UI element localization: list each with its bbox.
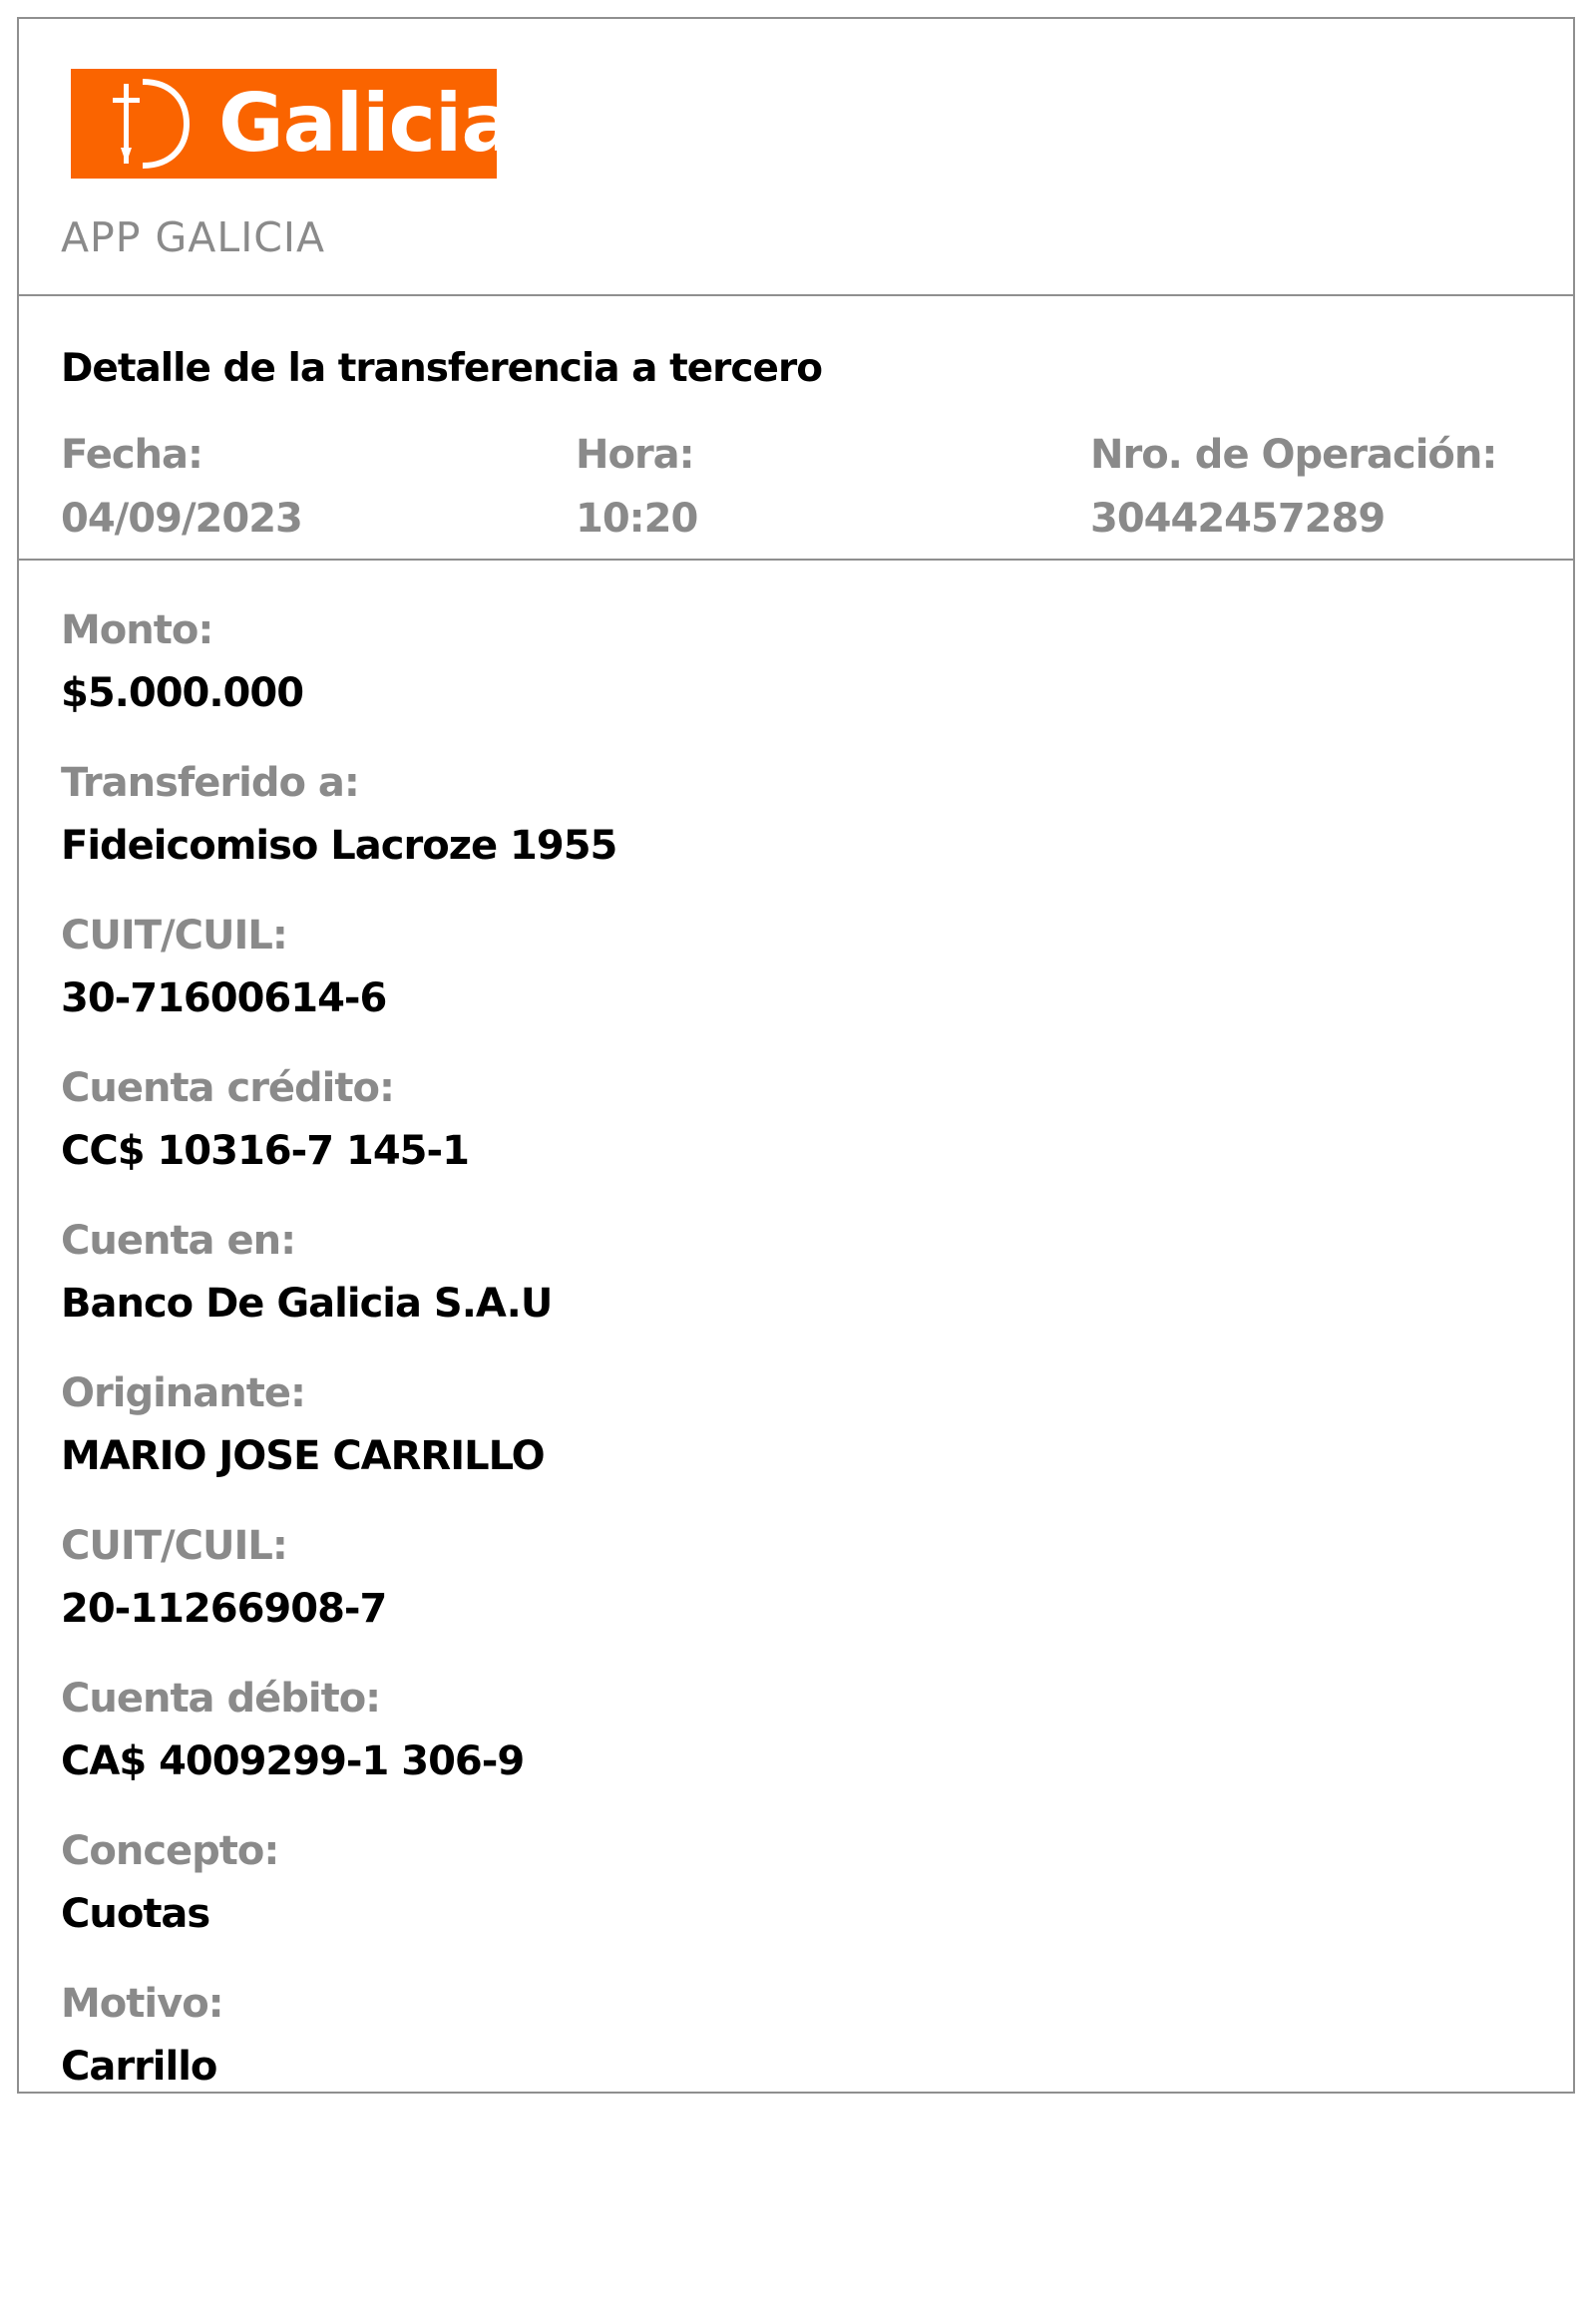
originante-label: Originante:: [61, 1370, 305, 1416]
detail-field: [61, 913, 616, 1065]
detail-field: [61, 1065, 616, 1218]
fecha-label: Fecha:: [61, 432, 203, 478]
cuenta-credito-label: Cuenta crédito:: [61, 1065, 394, 1111]
transfer-receipt: [17, 17, 1575, 2094]
motivo-label: Motivo:: [61, 1981, 223, 2027]
operacion-label: Nro. de Operación:: [1090, 432, 1497, 478]
logo-wordmark: Galicia: [218, 77, 515, 170]
destinatario-cuit-value: 30-71600614-6: [61, 975, 387, 1021]
fecha-block: [61, 432, 302, 542]
transfer-summary: [19, 296, 1573, 561]
detail-field: [61, 1218, 616, 1370]
concepto-label: Concepto:: [61, 1828, 279, 1874]
app-name: APP GALICIA: [61, 213, 326, 261]
hora-value: 10:20: [576, 496, 698, 542]
concepto-value: Cuotas: [61, 1891, 210, 1937]
operacion-block: [1090, 432, 1496, 542]
originante-cuit-label: CUIT/CUIL:: [61, 1523, 287, 1569]
detail-field: [61, 760, 616, 913]
cuenta-en-value: Banco De Galicia S.A.U: [61, 1281, 553, 1327]
cuenta-debito-label: Cuenta débito:: [61, 1676, 381, 1722]
transferido-value: Fideicomiso Lacroze 1955: [61, 823, 617, 869]
detail-field: [61, 1981, 616, 2133]
transfer-details: [61, 607, 616, 2133]
originante-value: MARIO JOSE CARRILLO: [61, 1433, 545, 1479]
monto-value: $5.000.000: [61, 670, 304, 716]
hora-label: Hora:: [576, 432, 694, 478]
detail-field: [61, 1523, 616, 1676]
galicia-emblem-icon: [91, 74, 191, 174]
galicia-logo: [71, 69, 515, 179]
cuenta-debito-value: CA$ 4009299-1 306-9: [61, 1738, 525, 1784]
detail-field: [61, 607, 616, 760]
cuenta-credito-value: CC$ 10316-7 145-1: [61, 1128, 469, 1174]
receipt-header: [19, 19, 1573, 296]
hora-block: [576, 432, 697, 542]
fecha-value: 04/09/2023: [61, 496, 302, 542]
cuenta-en-label: Cuenta en:: [61, 1218, 296, 1264]
summary-title: Detalle de la transferencia a tercero: [61, 346, 822, 391]
destinatario-cuit-label: CUIT/CUIL:: [61, 913, 287, 959]
detail-field: [61, 1370, 616, 1523]
detail-field: [61, 1828, 616, 1981]
monto-label: Monto:: [61, 607, 213, 653]
operacion-value: 30442457289: [1090, 496, 1386, 542]
detail-field: [61, 1676, 616, 1828]
motivo-value: Carrillo: [61, 2044, 217, 2090]
transferido-label: Transferido a:: [61, 760, 359, 806]
originante-cuit-value: 20-11266908-7: [61, 1586, 387, 1632]
